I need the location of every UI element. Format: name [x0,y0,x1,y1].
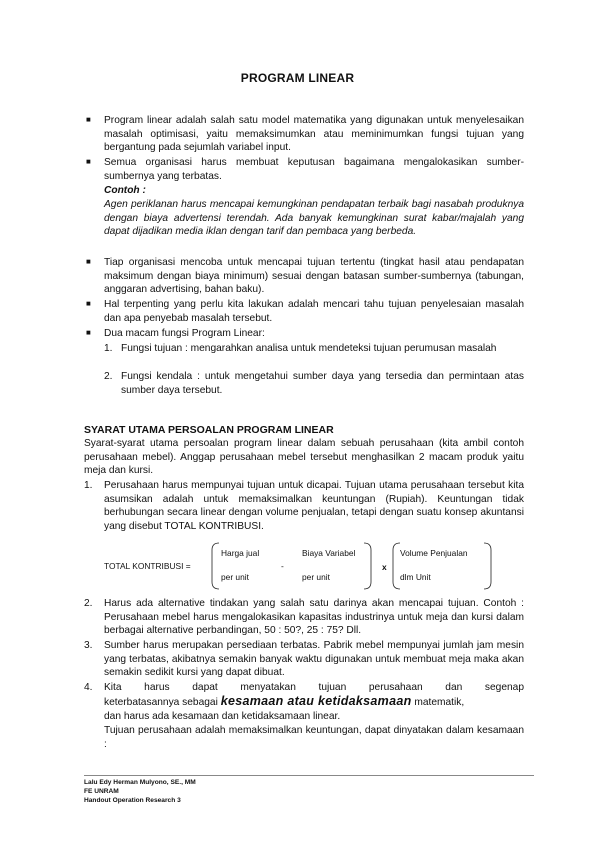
footer-handout: Handout Operation Research 3 [84,797,181,804]
page-title: PROGRAM LINEAR [240,71,355,85]
requirement-4-line-1: Kita harus dapat menyatakan tujuan perusahaan dan segenap [104,682,524,693]
list-number: 1. [84,480,93,491]
list-number: 2. [84,598,93,609]
list-number: 1. [104,343,113,354]
bullet-text-1: Program linear adalah salah satu model matematika yang digunakan untuk menyelesaikan masalah optimisasi, yaitu memaksimumkan atau meminimumkan fungsi tujuan yang bergantung pada sejumlah variabel input. [104,115,524,154]
formula-minus: - [281,561,284,571]
formula-harga-top: Harga jual [221,548,260,558]
formula-volume-bottom: dlm Unit [400,572,431,582]
formula-biaya-bottom: per unit [302,572,330,582]
requirement-4-post: matematik, [411,697,465,708]
bullet-text-4: Hal terpenting yang perlu kita lakukan adalah mencari tahu tujuan penyelesaian masalah dan apa penyebab masalah tersebut. [104,299,524,324]
bullet-text-5: Dua macam fungsi Program Linear: [104,328,265,339]
requirement-4-line-4: Tujuan perusahaan adalah memaksimalkan keuntungan, dapat dinyatakan dalam kesamaan : [104,725,524,750]
requirement-4-line-2 [104,695,524,710]
footer-author: Lalu Edy Herman Mulyono, SE., MM [84,779,196,786]
requirement-3: Sumber harus merupakan persediaan terbatas. Pabrik mebel mempunyai jumlah jam mesin yang terbatas, akibatnya semakin banyak waktu digunakan untuk membuat meja maka akan semakin sedikit kursi yang dapat dibuat. [104,640,524,679]
bullet-marker: ■ [86,257,91,266]
formula-volume-top: Volume Penjualan [400,548,468,558]
footer-institution: FE UNRAM [84,788,119,795]
bullet-marker: ■ [86,299,91,308]
function-item-2: Fungsi kendala : untuk mengetahui sumber daya yang tersedia dan permintaan atas sumber daya tersebut. [121,371,524,396]
formula-times: x [382,562,387,572]
formula-harga-bottom: per unit [221,572,249,582]
requirement-2: Harus ada alternative tindakan yang salah satu darinya akan mencapai tujuan. Contoh : Perusahaan mebel harus mengalokasikan kapasitas industrinya untuk meja dan kursi dalam berbagai alternative perbandingan, 50 : 50?, 25 : 75? Dll. [104,598,524,637]
list-number: 3. [84,640,93,651]
list-number: 2. [104,371,113,382]
example-label: Contoh : [104,185,146,196]
example-text: Agen periklanan harus mencapai kemungkinan pendapatan terbaik bagi nasabah produknya dengan biaya advertensi terendah. Ada banyak kemungkinan surat kabar/majalah yang dapat dijadikan media iklan dengan tarif dan pembaca yang berbeda. [104,199,524,238]
bullet-marker: ■ [86,328,91,337]
footer-divider [84,775,534,776]
bullet-text-2: Semua organisasi harus membuat keputusan bagaimana mengalokasikan sumber-sumbernya yang terbatas. [104,157,524,182]
formula-lhs: TOTAL KONTRIBUSI = [104,561,191,571]
requirement-4-line-3: dan harus ada kesamaan dan ketidaksamaan linear. [104,711,341,722]
section-heading: SYARAT UTAMA PERSOALAN PROGRAM LINEAR [84,424,334,436]
requirement-1: Perusahaan harus mempunyai tujuan untuk dicapai. Tujuan utama perusahaan tersebut kita asumsikan adalah untuk memaksimalkan keuntungan (Rupiah). Keuntungan tidak berhubungan secara linear dengan volume penjualan, tetapi dengan suatu konsep akuntansi yang disebut TOTAL KONTRIBUSI. [104,480,524,532]
bullet-text-3: Tiap organisasi mencoba untuk mencapai tujuan tertentu (tingkat hasil atau pendapatan maksimum dengan biaya minimum) sesuai dengan batasan sumber-sumbernya (tabungan, anggaran advertising, bahan baku). [104,257,524,296]
requirement-4-emphasis: kesamaan atau ketidaksamaan [220,694,412,708]
bullet-marker: ■ [86,115,91,124]
list-number: 4. [84,682,93,693]
requirement-4-pre: keterbatasannya sebagai [104,697,221,708]
bullet-marker: ■ [86,157,91,166]
section-intro: Syarat-syarat utama persoalan program linear dalam sebuah perusahaan (kita ambil contoh perusahaan mebel). Anggap perusahaan mebel tersebut menghasilkan 2 macam produk yaitu meja dan kursi. [84,438,524,477]
function-item-1: Fungsi tujuan : mengarahkan analisa untuk mendeteksi tujuan perumusan masalah [121,343,497,354]
formula-biaya-top: Biaya Variabel [302,548,356,558]
